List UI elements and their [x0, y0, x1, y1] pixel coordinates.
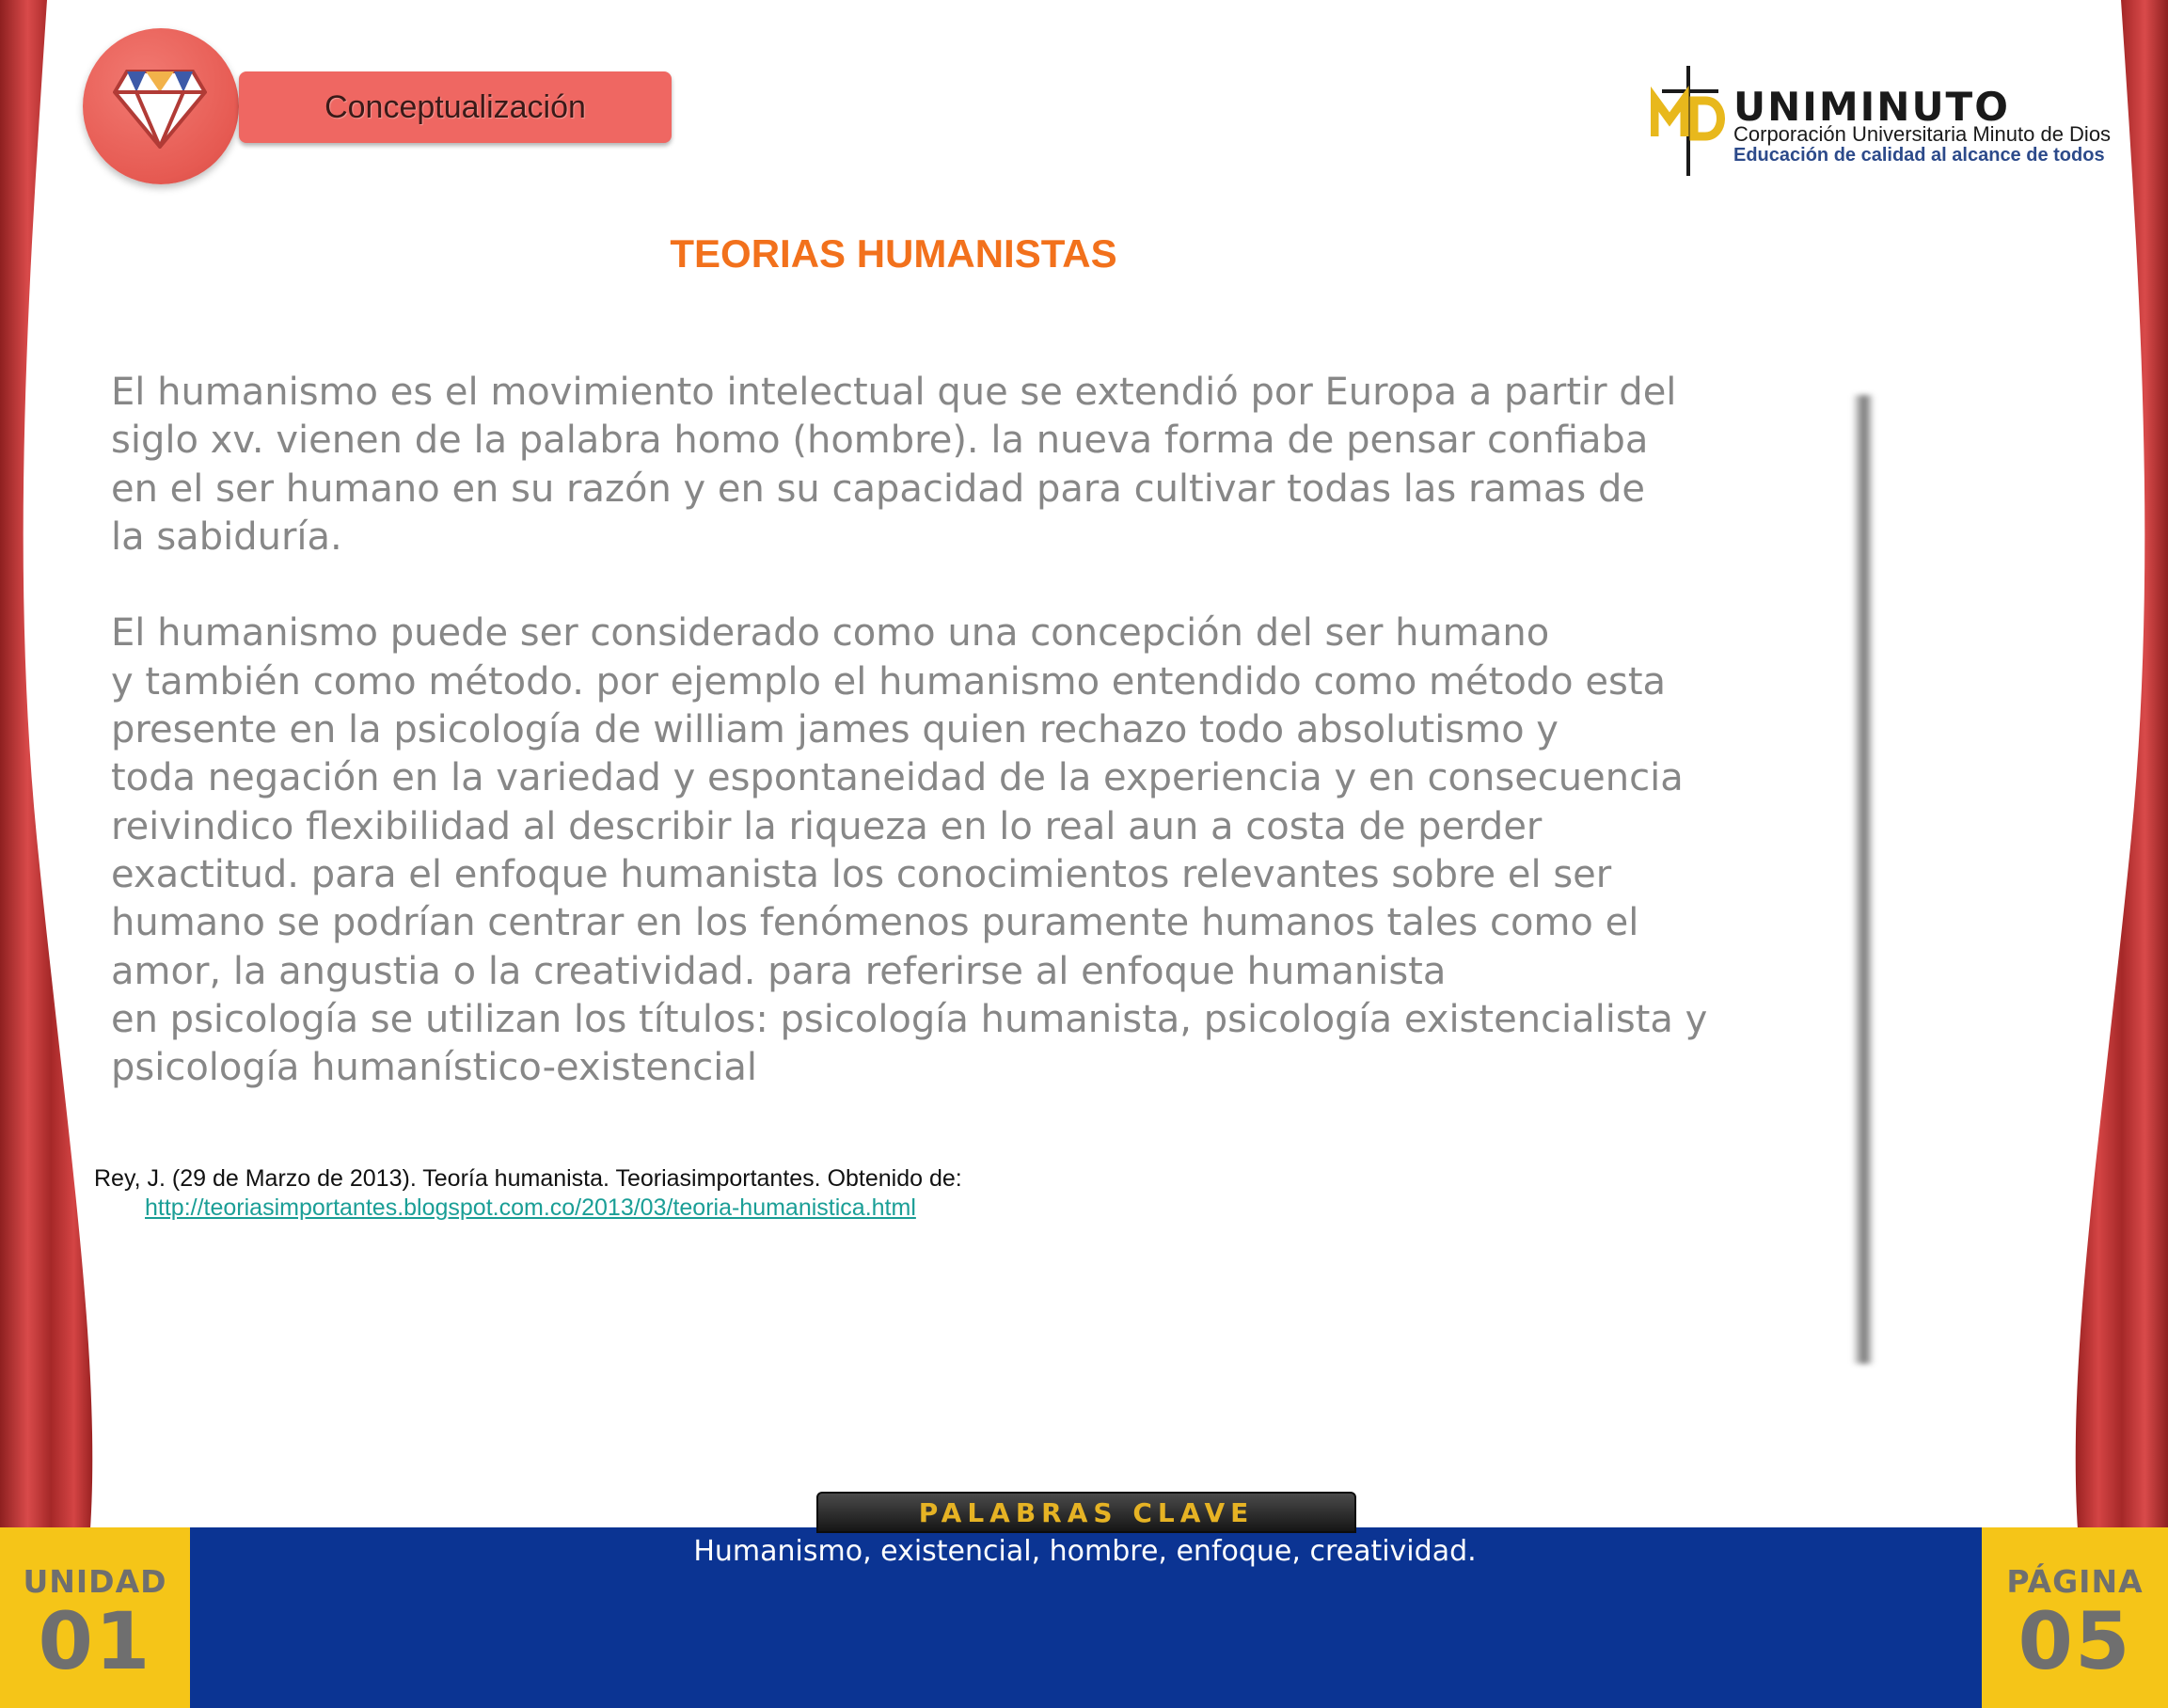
uniminuto-logo: [1651, 61, 2112, 183]
logo-tagline: Educación de calidad al alcance de todos: [1733, 145, 2105, 166]
unit-number: 01: [38, 1595, 152, 1687]
logo-subtitle: Corporación Universitaria Minuto de Dios: [1733, 122, 2112, 146]
reference-link[interactable]: http://teoriasimportantes.blogspot.com.co/2013/03/teoria-humanistica.html: [145, 1194, 916, 1221]
body-paragraph-2: El humanismo puede ser considerado como una concepción del ser humano y también como método. por ejemplo el humanismo entendido como método esta presente en la psicología de william james quien rechazo todo absolutismo y toda negación en la variedad y espontaneidad de la experiencia y en consecuencia reivindico flexibilidad al describir la riqueza en lo real aun a costa de perder exactitud. para el enfoque humanista los conocimientos relevantes sobre el ser humano se podrían centrar en los fenómenos puramente humanos tales como el amor, la angustia o la creatividad. para referirse al enfoque humanista en psicología se utilizan los títulos: psicología humanista, psicología existencialista y psicología humanístico-existencial: [111, 611, 1708, 1090]
page-number: 05: [2018, 1595, 2132, 1687]
keywords-text: Humanismo, existencial, hombre, enfoque, creatividad.: [693, 1535, 1477, 1568]
md-cross-logo: [1651, 61, 1731, 179]
reference: [94, 1164, 1505, 1223]
body-paragraph-1: El humanismo es el movimiento intelectual que se extendió por Europa a partir del siglo xv. vienen de la palabra homo (hombre). la nueva forma de pensar confiaba en el ser humano en su razón y en su capacidad para cultivar todas las ramas de la sabiduría.: [111, 371, 1677, 559]
section-badge: [83, 28, 239, 184]
page-title: TEORIAS HUMANISTAS: [670, 231, 1117, 276]
body-text: [111, 369, 1860, 1092]
right-curtain: [2065, 0, 2168, 1542]
page-box: [1982, 1527, 2168, 1708]
section-label: Conceptualización: [239, 71, 672, 143]
unit-label: UNIDAD: [23, 1563, 167, 1600]
reference-citation: Rey, J. (29 de Marzo de 2013). Teoría humanista. Teoriasimportantes. Obtenido de:: [94, 1165, 962, 1192]
diamond-icon: [113, 64, 207, 149]
keywords-tab: PALABRAS CLAVE: [816, 1492, 1356, 1533]
page-label: PÁGINA: [2006, 1563, 2144, 1600]
logo-name: UNIMINUTO: [1733, 84, 2010, 130]
unit-box: [0, 1527, 190, 1708]
